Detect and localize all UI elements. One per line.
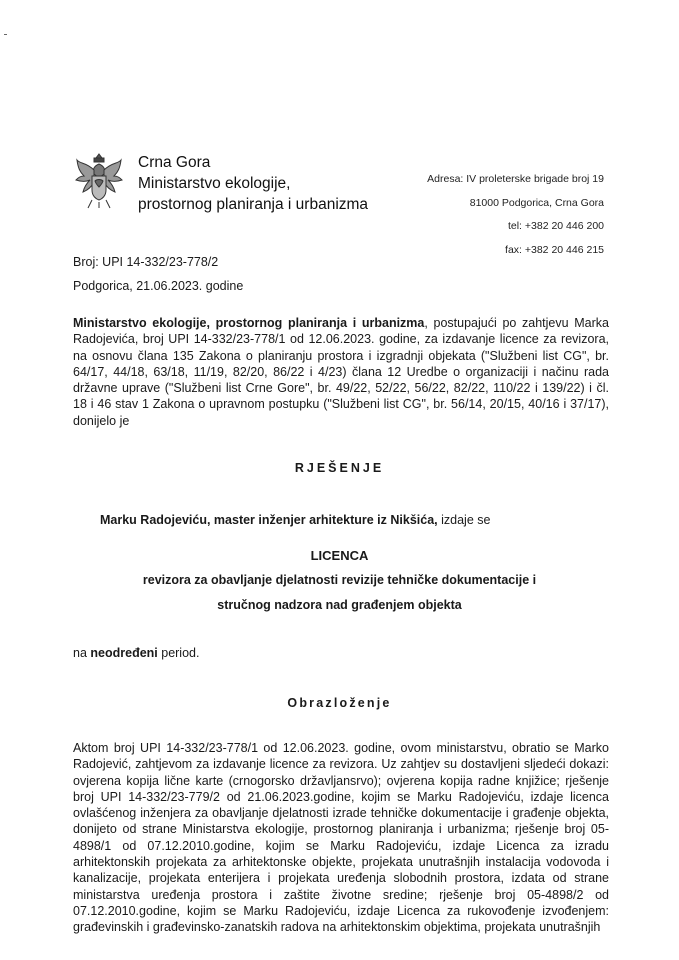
recipient-rest: izdaje se [437, 513, 491, 527]
contact-block [427, 168, 604, 262]
telephone: tel: +382 20 446 200 [507, 220, 604, 232]
document-references [73, 250, 243, 298]
period-line [73, 646, 199, 660]
country-name: Crna Gora [138, 154, 211, 171]
address-line-2: 81000 Podgorica, Crna Gora [469, 196, 604, 209]
licence-subtitle-1: revizora za obavljanje djelatnosti revizije tehničke dokumentacije i [142, 573, 537, 587]
place-date: Podgorica, 21.06.2023. godine [73, 279, 244, 293]
ministry-line-2: Ministarstvo ekologije, [138, 175, 291, 192]
ministry-line-3: prostornog planiranja i urbanizma [138, 196, 369, 213]
recipient-name: Marku Radojeviću, master inženjer arhitekture iz Nikšića, [100, 513, 438, 527]
intro-lead: Ministarstvo ekologije, prostornog planiranja i urbanizma [73, 316, 425, 330]
ministry-name [138, 152, 368, 215]
period-post: period. [157, 646, 200, 660]
intro-paragraph [73, 315, 609, 429]
recipient-line [100, 513, 490, 527]
intro-text: , postupajući po zahtjevu Marka Radojevića, broj UPI 14-332/23-778/1 od 12.06.2023. godine, za izdavanje licence za revizora, na osnovu člana 135 Zakona o planiranju prostora i izgradnji objekata ("Službeni list CG", br. 64/17, 44/18, 63/18, 11/19, 82/20, 86/22 i 4/23) člana 12 Uredbe o organizaciji i načinu rada državne uprave ("Službeni list Crne Gore", br. 49/22, 52/22, 56/22, 82/22, 110/22 i 139/22) i čl. 18 i 46 stav 1 Zakona o upravnom postupku ("Službeni list CG", br. 56/14, 20/15, 40/16 i 37/17), donijelo je [73, 316, 609, 428]
reasoning-paragraph: Aktom broj UPI 14-332/23-778/1 od 12.06.2023. godine, ovom ministarstvu, obratio se Marko Radojević, zahtjevom za izdavanje licence za revizora. Uz zahtjev su dostavljeni sljedeći dokazi: ovjerena kopija lične karte (crnogorsko državljansrvo); ovjerena kopija radne knjižice; rješenje broj UPI 14-332/23-779/2 od 21.06.2023.godine, kojim se Marku Radojeviću, izdaje licenca ovlašćenog inženjera za obavljanje djelatnosti izrade tehničke dokumentacije i građenje objekta, donijeto od strane Ministarstva ekologije, prostornog planiranja i urbanizma; rješenje broj 05-4898/1 od 07.12.2010.godine, kojim se Marku Radojeviću, izdaje Licenca za izradu arhitektonskih projekata za arhitektonske objekte, projekata unutrašnjih instalacija vodovoda i kanalizacije, projekata enterijera i projekata uređenja slobodnih prostora, izdata od strane ministarstva uređenja prostora i zaštite životne sredine; rješenje broj 05-4898/2 od 07.12.2010.godine, kojim se Marku Radojeviću, izdaje Licenca za rukovođenje izvođenjem: građevinskih i građevinsko-zanatskih radova na arhitektonskim objektima, projekata unutrašnjih [73, 741, 609, 935]
fax: fax: +382 20 446 215 [505, 243, 604, 256]
licence-subtitle-2: stručnog nadzora nad građenjem objekta [217, 598, 462, 612]
reasoning-title: Obrazloženje [287, 696, 392, 710]
document-number: Broj: UPI 14-332/23-778/2 [73, 255, 219, 269]
decision-title: RJEŠENJE [294, 461, 385, 475]
period-term: neodređeni [90, 646, 158, 660]
address-line-1: Adresa: IV proleterske brigade broj 19 [427, 173, 604, 185]
coat-of-arms-icon [74, 152, 124, 210]
period-pre: na [73, 646, 91, 660]
licence-title: LICENCA [310, 548, 369, 563]
margin-mark [4, 34, 7, 35]
